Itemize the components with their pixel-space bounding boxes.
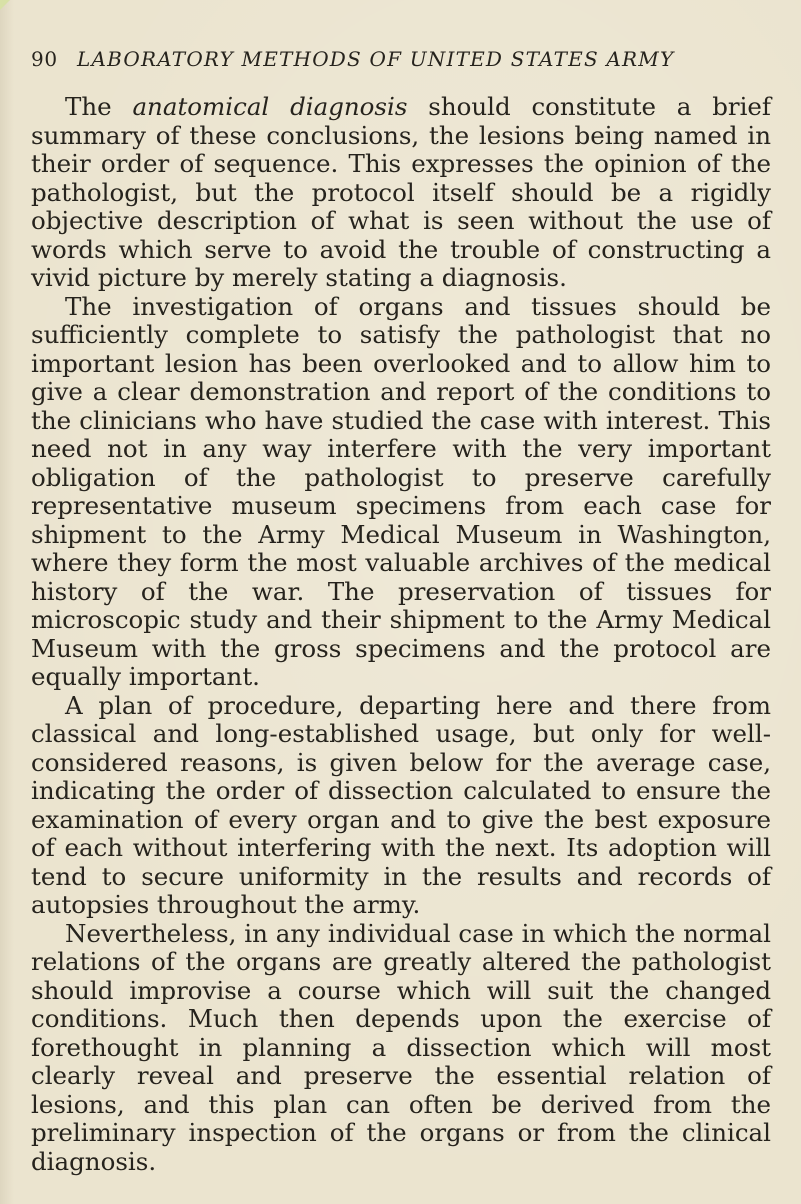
running-title: LABORATORY METHODS OF UNITED STATES ARMY <box>77 47 675 71</box>
paragraph-investigation: The investigation of organs and tissues should be sufficiently complete to satisfy the pathologist that no important lesion has been overlooked and to allow him to give a clear demonstration and report of the conditions to the clinicians who have studied the case with interest. This need not in any way interfere with the very important obligation of the pathologist to preserve carefully representative museum specimens from each case for shipment to the Army Medical Museum in Washington, where they form the most valuable archives of the medical history of the war. The preservation of tissues for microscopic study and their shipment to the Army Medical Museum with the gross specimens and the protocol are equally important. <box>31 291 771 691</box>
body-text <box>31 93 771 1176</box>
page-number: 90 <box>31 47 58 71</box>
paragraph-1-rest: should constitute a brief summary of these conclusions, the lesions being named in their order of sequence. This expresses the opinion of the pathologist, but the protocol itself should be a rigidly objective description of what is seen without the use of words which serve to avoid the trouble of constructing a vivid picture by merely stating a diagnosis. <box>31 92 771 292</box>
paragraph-anatomical-diagnosis <box>31 93 771 293</box>
running-head <box>31 44 771 74</box>
paragraph-nevertheless: Nevertheless, in any individual case in which the normal relations of the organs are greatly altered the pathologist should improvise a course which will suit the changed conditions. Much then depends upon the exercise of forethought in planning a dissection which will most clearly reveal and preserve the essential relation of lesions, and this plan can often be derived from the preliminary inspection of the organs or from the clinical diagnosis. <box>31 918 771 1176</box>
paragraph-1-start: The <box>65 92 133 121</box>
italic-term-anatomical-diagnosis: anatomical diagnosis <box>132 92 408 121</box>
paragraph-plan-of-procedure: A plan of procedure, departing here and there from classical and long-established usage, but only for well-considered reasons, is given below for the average case, indicating the order of dissection calculated to ensure the examination of every organ and to give the best exposure of each without interfering with the next. Its adoption will tend to secure uniformity in the results and records of autopsies throughout the army. <box>31 690 771 919</box>
page-corner-mark <box>0 0 10 10</box>
